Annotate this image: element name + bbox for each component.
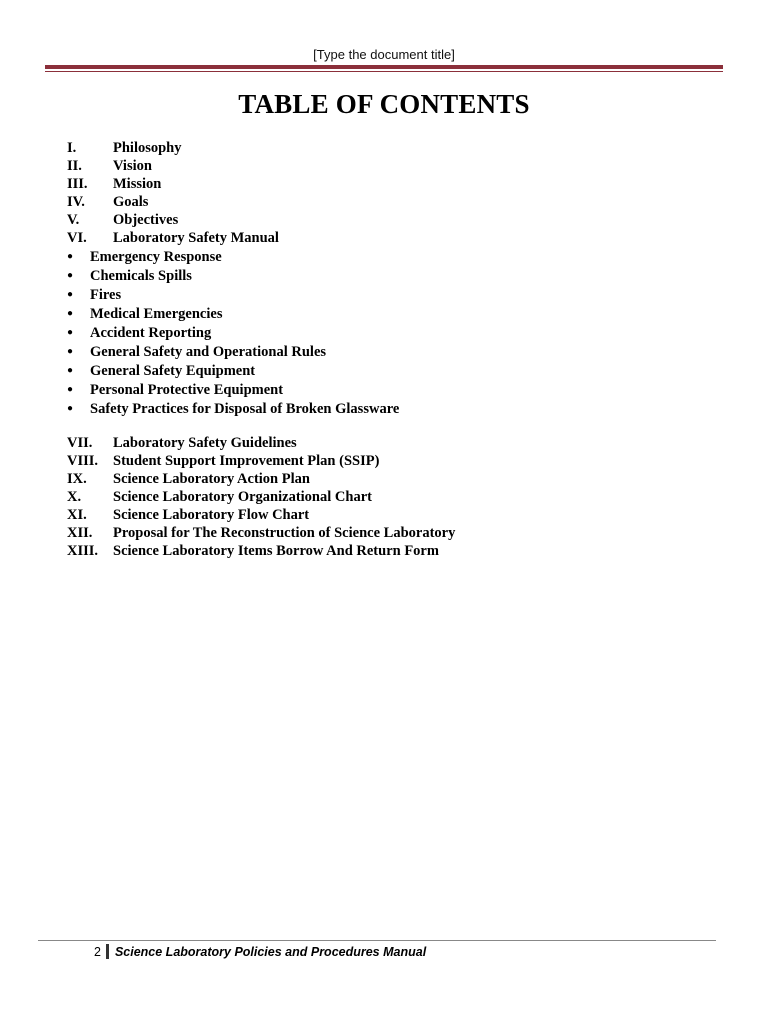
bullet-icon: ●	[67, 365, 74, 376]
toc-bullet-item	[67, 266, 455, 285]
toc-bullet-item	[67, 399, 455, 418]
bullet-icon: ●	[67, 403, 74, 414]
page-number: 2	[94, 944, 101, 959]
table-of-contents	[67, 139, 455, 560]
toc-bullet-list	[67, 247, 455, 418]
document-header-title: [Type the document title]	[313, 47, 455, 62]
page-footer	[94, 944, 426, 959]
toc-bullet-label: Personal Protective Equipment	[90, 381, 284, 398]
toc-entry-label: Vision	[113, 158, 152, 174]
toc-bullet-item	[67, 323, 455, 342]
toc-entry-number: VII.	[67, 435, 93, 451]
toc-entry-number: III.	[67, 176, 88, 192]
toc-entry-number: VIII.	[67, 453, 99, 469]
toc-entry-number: VI.	[67, 230, 87, 246]
toc-entry-label: Philosophy	[113, 140, 182, 156]
toc-bullet-label: General Safety and Operational Rules	[90, 343, 327, 360]
toc-entry-label: Laboratory Safety Manual	[113, 230, 279, 246]
toc-bullet-label: Emergency Response	[90, 248, 222, 265]
toc-spacer	[67, 418, 455, 434]
toc-entry	[67, 452, 455, 470]
toc-entry	[67, 542, 455, 560]
toc-bullet-label: Safety Practices for Disposal of Broken Glassware	[90, 400, 400, 417]
toc-entry	[67, 506, 455, 524]
toc-entry-label: Proposal for The Reconstruction of Science Laboratory	[113, 525, 456, 541]
toc-bullet-item	[67, 361, 455, 380]
toc-entry-number: I.	[67, 140, 77, 156]
toc-entry	[67, 470, 455, 488]
toc-entry-number: IX.	[67, 471, 87, 487]
toc-entry	[67, 157, 455, 175]
toc-entry-label: Science Laboratory Organizational Chart	[113, 489, 372, 505]
toc-sections-bottom	[67, 434, 455, 560]
toc-bullet-label: Fires	[90, 286, 122, 303]
toc-entry-number: XI.	[67, 507, 87, 523]
footer-manual-title: Science Laboratory Policies and Procedures Manual	[114, 944, 427, 959]
toc-entry	[67, 434, 455, 452]
toc-bullet-item	[67, 285, 455, 304]
toc-entry	[67, 488, 455, 506]
toc-entry	[67, 175, 455, 193]
toc-bullet-label: Accident Reporting	[90, 324, 212, 341]
toc-entry	[67, 524, 455, 542]
toc-entry-number: IV.	[67, 194, 85, 210]
toc-entry-label: Mission	[113, 176, 162, 192]
bullet-icon: ●	[67, 251, 74, 262]
toc-entry-number: V.	[67, 212, 80, 228]
toc-sections-top	[67, 139, 455, 247]
bullet-icon: ●	[67, 308, 74, 319]
toc-entry-label: Objectives	[113, 212, 179, 228]
bullet-icon: ●	[67, 327, 74, 338]
toc-entry-label: Science Laboratory Flow Chart	[113, 507, 310, 523]
toc-entry-label: Science Laboratory Items Borrow And Return Form	[113, 543, 439, 559]
bullet-icon: ●	[67, 289, 74, 300]
toc-entry-number: XIII.	[67, 543, 99, 559]
bullet-icon: ●	[67, 346, 74, 357]
toc-bullet-label: General Safety Equipment	[90, 362, 256, 379]
toc-entry-number: X.	[67, 489, 82, 505]
toc-bullet-label: Chemicals Spills	[90, 267, 192, 284]
bullet-icon: ●	[67, 384, 74, 395]
footer-divider-bar	[106, 944, 109, 959]
toc-entry-number: XII.	[67, 525, 93, 541]
toc-entry-number: II.	[67, 158, 82, 174]
toc-bullet-item	[67, 380, 455, 399]
toc-heading: TABLE OF CONTENTS	[238, 89, 530, 119]
toc-entry-label: Science Laboratory Action Plan	[113, 471, 310, 487]
footer-rule	[38, 940, 716, 941]
toc-entry-label: Goals	[113, 194, 149, 210]
toc-bullet-label: Medical Emergencies	[90, 305, 223, 322]
toc-bullet-item	[67, 304, 455, 323]
toc-entry	[67, 211, 455, 229]
toc-entry-label: Student Support Improvement Plan (SSIP)	[113, 453, 380, 469]
toc-entry-label: Laboratory Safety Guidelines	[113, 435, 297, 451]
toc-entry	[67, 139, 455, 157]
header-rule	[45, 65, 723, 72]
toc-entry	[67, 229, 455, 247]
toc-entry	[67, 193, 455, 211]
toc-bullet-item	[67, 247, 455, 266]
bullet-icon: ●	[67, 270, 74, 281]
toc-bullet-item	[67, 342, 455, 361]
